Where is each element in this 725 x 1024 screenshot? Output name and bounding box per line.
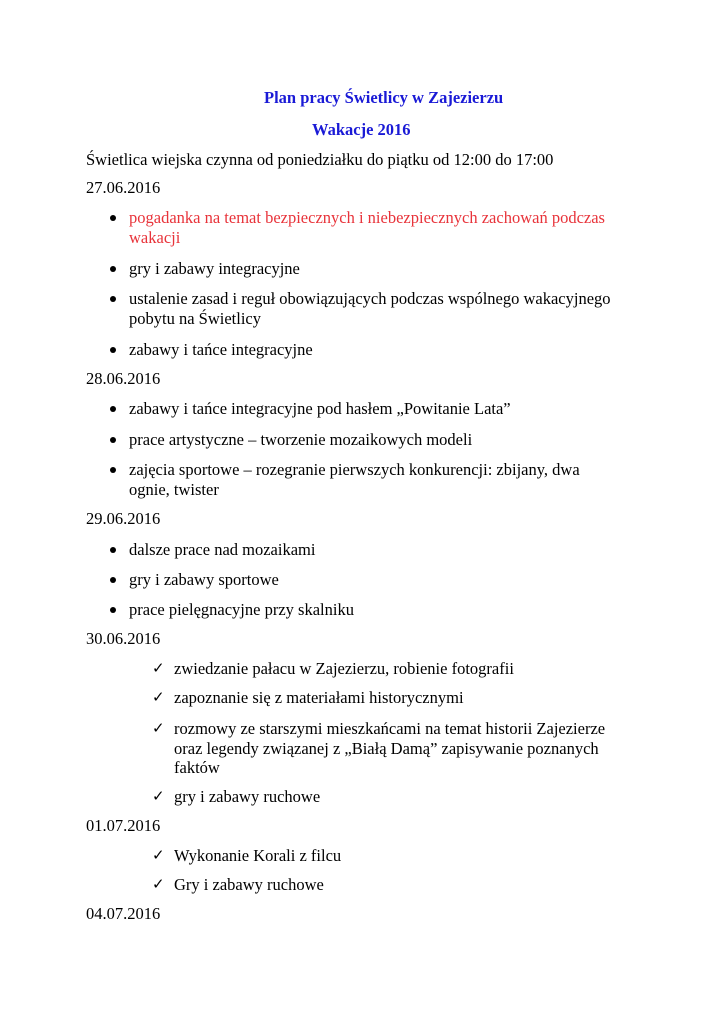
list-item-line: zabawy i tańce integracyjne pod hasłem „Powitanie Lata” [129,399,511,418]
list-item-line: zapoznanie się z materiałami historycznymi [174,688,464,707]
list-item-line: zwiedzanie pałacu w Zajezierzu, robienie fotografii [174,659,514,678]
list-item-line: zajęcia sportowe – rozegranie pierwszych konkurencji: zbijany, dwa [129,460,580,479]
list-item-line: ustalenie zasad i reguł obowiązujących podczas wspólnego wakacyjnego [129,289,611,308]
checkmark-icon: ✓ [152,719,165,737]
checkmark-icon: ✓ [152,688,165,706]
list-item-line: gry i zabawy integracyjne [129,259,300,278]
list-item-line: faktów [174,758,220,777]
list-item-line: oraz legendy związanej z „Białą Damą” zapisywanie poznanych [174,739,599,758]
bullet-dot-icon [110,347,116,353]
list-item-line: pogadanka na temat bezpiecznych i niebezpiecznych zachowań podczas [129,208,605,227]
list-item-line: gry i zabawy sportowe [129,570,279,589]
bullet-dot-icon [110,437,116,443]
bullet-dot-icon [110,577,116,583]
bullet-dot-icon [110,296,116,302]
list-item-line: Gry i zabawy ruchowe [174,875,324,894]
page-title: Plan pracy Świetlicy w Zajezierzu [264,88,504,107]
bullet-dot-icon [110,547,116,553]
bullet-dot-icon [110,406,116,412]
checkmark-icon: ✓ [152,787,165,805]
list-item-line: rozmowy ze starszymi mieszkańcami na temat historii Zajezierze [174,719,606,738]
list-item-line: Wykonanie Korali z filcu [174,846,342,865]
list-item-line: pobytu na Świetlicy [129,309,261,328]
list-item-line: prace pielęgnacyjne przy skalniku [129,600,354,619]
bullet-dot-icon [110,215,116,221]
checkmark-icon: ✓ [152,846,165,864]
intro-text: Świetlica wiejska czynna od poniedziałku do piątku od 12:00 do 17:00 [86,150,554,169]
date-heading: 30.06.2016 [86,629,161,648]
date-heading: 04.07.2016 [86,904,161,923]
checkmark-icon: ✓ [152,659,165,677]
date-heading: 27.06.2016 [86,178,161,197]
list-item-line: prace artystyczne – tworzenie mozaikowych modeli [129,430,473,449]
bullet-dot-icon [110,607,116,613]
list-item-line: gry i zabawy ruchowe [174,787,321,806]
date-heading: 28.06.2016 [86,369,161,388]
bullet-dot-icon [110,467,116,473]
list-item-line: wakacji [129,228,181,247]
page-subtitle: Wakacje 2016 [312,120,411,139]
checkmark-icon: ✓ [152,875,165,893]
list-item-line: zabawy i tańce integracyjne [129,340,313,359]
list-item-line: ognie, twister [129,480,219,499]
date-heading: 29.06.2016 [86,509,161,528]
date-heading: 01.07.2016 [86,816,161,835]
bullet-dot-icon [110,266,116,272]
list-item-line: dalsze prace nad mozaikami [129,540,316,559]
